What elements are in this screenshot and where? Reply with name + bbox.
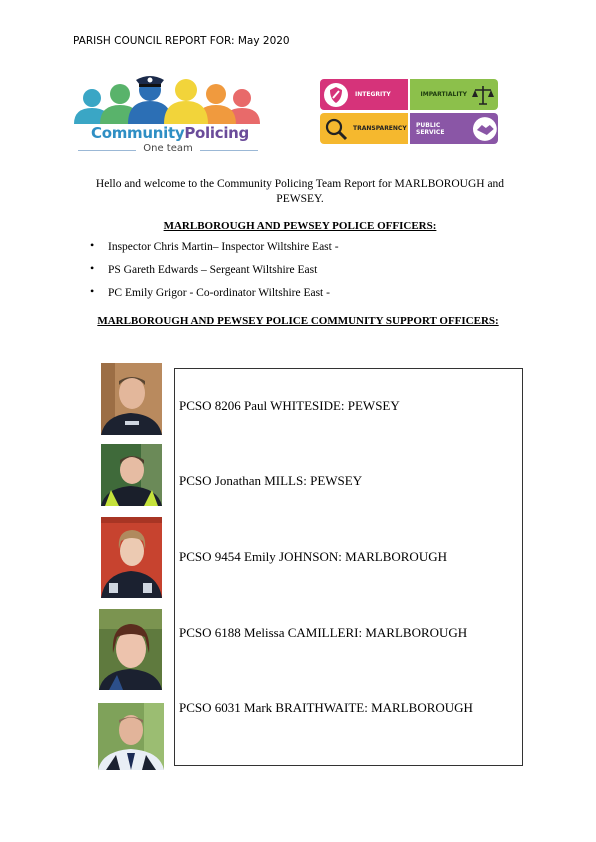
shield-icon (323, 82, 349, 108)
value-integrity (320, 79, 408, 110)
bullet-icon: • (90, 284, 95, 298)
list-item: • PC Emily Grigor - Co-ordinator Wiltshire East - (90, 284, 330, 299)
pcso-name: PCSO 6188 Melissa CAMILLERI: MARLBOROUGH (179, 625, 468, 640)
handshake-icon (472, 116, 498, 142)
pcso-name: PCSO 8206 Paul WHITESIDE: PEWSEY (179, 398, 400, 413)
pcso-photo-braithwaite (98, 703, 164, 770)
value-public-service (410, 113, 498, 144)
logo-word-community: Community (91, 124, 185, 142)
value-label: INTEGRITY (355, 91, 391, 98)
logo-tagline: One team (143, 143, 193, 154)
pcso-photo-camilleri (99, 609, 162, 690)
officers-heading: MARLBOROUGH AND PEWSEY POLICE OFFICERS: (163, 220, 437, 232)
logo-divider-right (200, 150, 258, 151)
bullet-icon: • (90, 261, 95, 275)
intro-paragraph: Hello and welcome to the Community Policing Team Report for MARLBOROUGH and PEWSEY. (95, 178, 505, 205)
value-transparency (320, 113, 408, 144)
report-header: PARISH COUNCIL REPORT FOR: May 2020 (73, 35, 290, 47)
logo-word-policing: Policing (184, 124, 249, 142)
officers-list (90, 240, 339, 309)
list-item: • PS Gareth Edwards – Sergeant Wiltshire East (90, 261, 318, 276)
pcso-photo-johnson (101, 517, 162, 598)
police-values-graphic (320, 79, 498, 145)
pcso-photo-whiteside (101, 363, 162, 435)
community-policing-logo (70, 74, 266, 158)
value-impartiality (410, 79, 498, 110)
pcso-name: PCSO 9454 Emily JOHNSON: MARLBOROUGH (179, 549, 447, 564)
value-label: TRANSPARENCY (353, 125, 407, 132)
pcso-heading: MARLBOROUGH AND PEWSEY POLICE COMMUNITY SUPPORT OFFICERS: (97, 315, 499, 327)
value-label: PUBLIC SERVICE (416, 121, 445, 136)
pcso-name: PCSO 6031 Mark BRAITHWAITE: MARLBOROUGH (179, 700, 473, 715)
scales-icon (471, 83, 495, 107)
pcso-photo-mills (101, 444, 162, 506)
magnifier-icon (323, 116, 349, 142)
value-label: IMPARTIALITY (420, 91, 467, 98)
list-item: • Inspector Chris Martin– Inspector Wiltshire East - (90, 238, 339, 253)
bullet-icon: • (90, 238, 95, 252)
pcso-name: PCSO Jonathan MILLS: PEWSEY (179, 473, 363, 488)
